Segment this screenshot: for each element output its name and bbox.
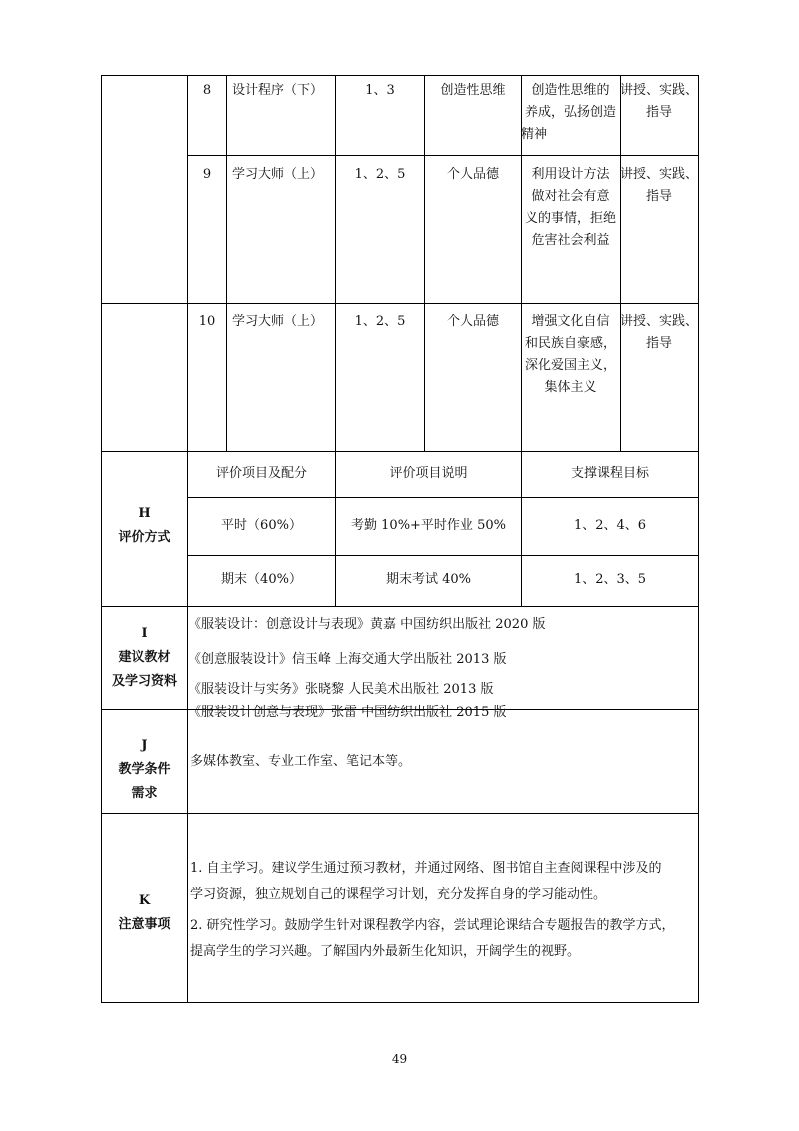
- session-number: 10: [198, 314, 216, 329]
- session-description: 利用设计方法 做对社会有意 义的事情，拒绝 危害社会利益: [524, 167, 616, 248]
- schedule-col-divider: [335, 75, 336, 451]
- section-label-notes: [102, 889, 187, 937]
- row-divider: [187, 155, 699, 156]
- session-topic: 设计程序（下）: [232, 83, 324, 98]
- section-divider: [101, 813, 699, 814]
- session-number: 9: [202, 167, 212, 182]
- conditions-content: 多媒体教室、专业工作室、笔记本等。: [190, 754, 412, 769]
- section-title-line: 需求: [131, 786, 158, 801]
- schedule-col-divider: [620, 75, 621, 451]
- section-letter: I: [141, 626, 148, 641]
- eval-item: 期末（40%）: [221, 572, 302, 587]
- eval-row-divider: [187, 555, 699, 556]
- notes-paragraph-1: 1. 自主学习。建议学生通过预习教材，并通过网络、图书馆自主查阅课程中涉及的 学习资源，独立规划自己的课程学习计划，充分发挥自身的学习能动性。: [190, 861, 662, 902]
- section-title: 注意事项: [118, 917, 171, 932]
- table-label-divider: [187, 75, 188, 1003]
- section-letter: H: [138, 506, 151, 521]
- section-title-line: 教学条件: [118, 762, 171, 777]
- material-item-clipped: [188, 701, 698, 720]
- session-topic: 学习大师（上）: [232, 167, 324, 182]
- session-element: 个人品德: [446, 314, 499, 329]
- row-divider: [101, 303, 699, 304]
- session-method: 讲授、实践、 指导: [620, 167, 699, 204]
- section-divider: [101, 451, 699, 452]
- section-letter: J: [141, 738, 148, 753]
- section-divider: [101, 606, 699, 607]
- material-item: 《服装设计与实务》张晓黎 人民美术出版社 2013 版: [188, 682, 494, 697]
- session-goals: 1、2、5: [354, 314, 406, 329]
- section-title-line: 建议教材: [118, 650, 171, 665]
- table-border-bottom: [101, 1002, 699, 1003]
- eval-header-desc: 评价项目说明: [389, 466, 468, 481]
- notes-paragraph-2: 2. 研究性学习。鼓励学生针对课程教学内容，尝试理论课结合专题报告的教学方式， 提高学生的学习兴趣。了解国内外最新生化知识，开阔学生的视野。: [190, 918, 675, 959]
- session-element: 创造性思维: [440, 83, 506, 98]
- session-number: 8: [202, 83, 212, 98]
- table-border-right: [698, 75, 699, 1003]
- table-border-top: [101, 75, 699, 76]
- eval-goals: 1、2、4、6: [573, 518, 647, 533]
- eval-row-divider: [187, 497, 699, 498]
- schedule-col-divider: [424, 75, 425, 451]
- session-description: 创造性思维的 养成，弘扬创造 精神: [521, 83, 616, 142]
- session-element: 个人品德: [446, 167, 499, 182]
- eval-desc: 考勤 10%+平时作业 50%: [351, 518, 506, 533]
- session-method: 讲授、实践、 指导: [620, 83, 699, 120]
- page-number: 49: [391, 1052, 408, 1066]
- section-label-materials: [102, 622, 187, 694]
- section-letter: K: [138, 893, 151, 908]
- section-title-line: 及学习资料: [111, 674, 177, 689]
- section-label-evaluation: [102, 502, 187, 550]
- eval-header-item: 评价项目及配分: [215, 466, 307, 481]
- session-topic: 学习大师（上）: [232, 314, 324, 329]
- session-goals: 1、2、5: [354, 167, 406, 182]
- eval-goals: 1、2、3、5: [573, 572, 647, 587]
- schedule-col-divider: [226, 75, 227, 451]
- session-goals: 1、3: [365, 83, 395, 98]
- eval-header-goals: 支撑课程目标: [570, 466, 649, 481]
- session-description: 增强文化自信 和民族自豪感， 深化爱国主义， 集体主义: [524, 314, 616, 395]
- section-title: 评价方式: [118, 530, 171, 545]
- session-method: 讲授、实践、 指导: [620, 314, 699, 351]
- material-item: 《服装设计：创意设计与表现》黄嘉 中国纺织出版社 2020 版: [188, 617, 546, 632]
- section-label-conditions: [102, 734, 187, 806]
- eval-item: 平时（60%）: [221, 518, 302, 533]
- eval-desc: 期末考试 40%: [385, 572, 472, 587]
- material-item: 《创意服装设计》信玉峰 上海交通大学出版社 2013 版: [188, 652, 507, 667]
- material-item: 《服装设计创意与表现》张雷 中国纺织出版社 2015 版: [188, 705, 507, 720]
